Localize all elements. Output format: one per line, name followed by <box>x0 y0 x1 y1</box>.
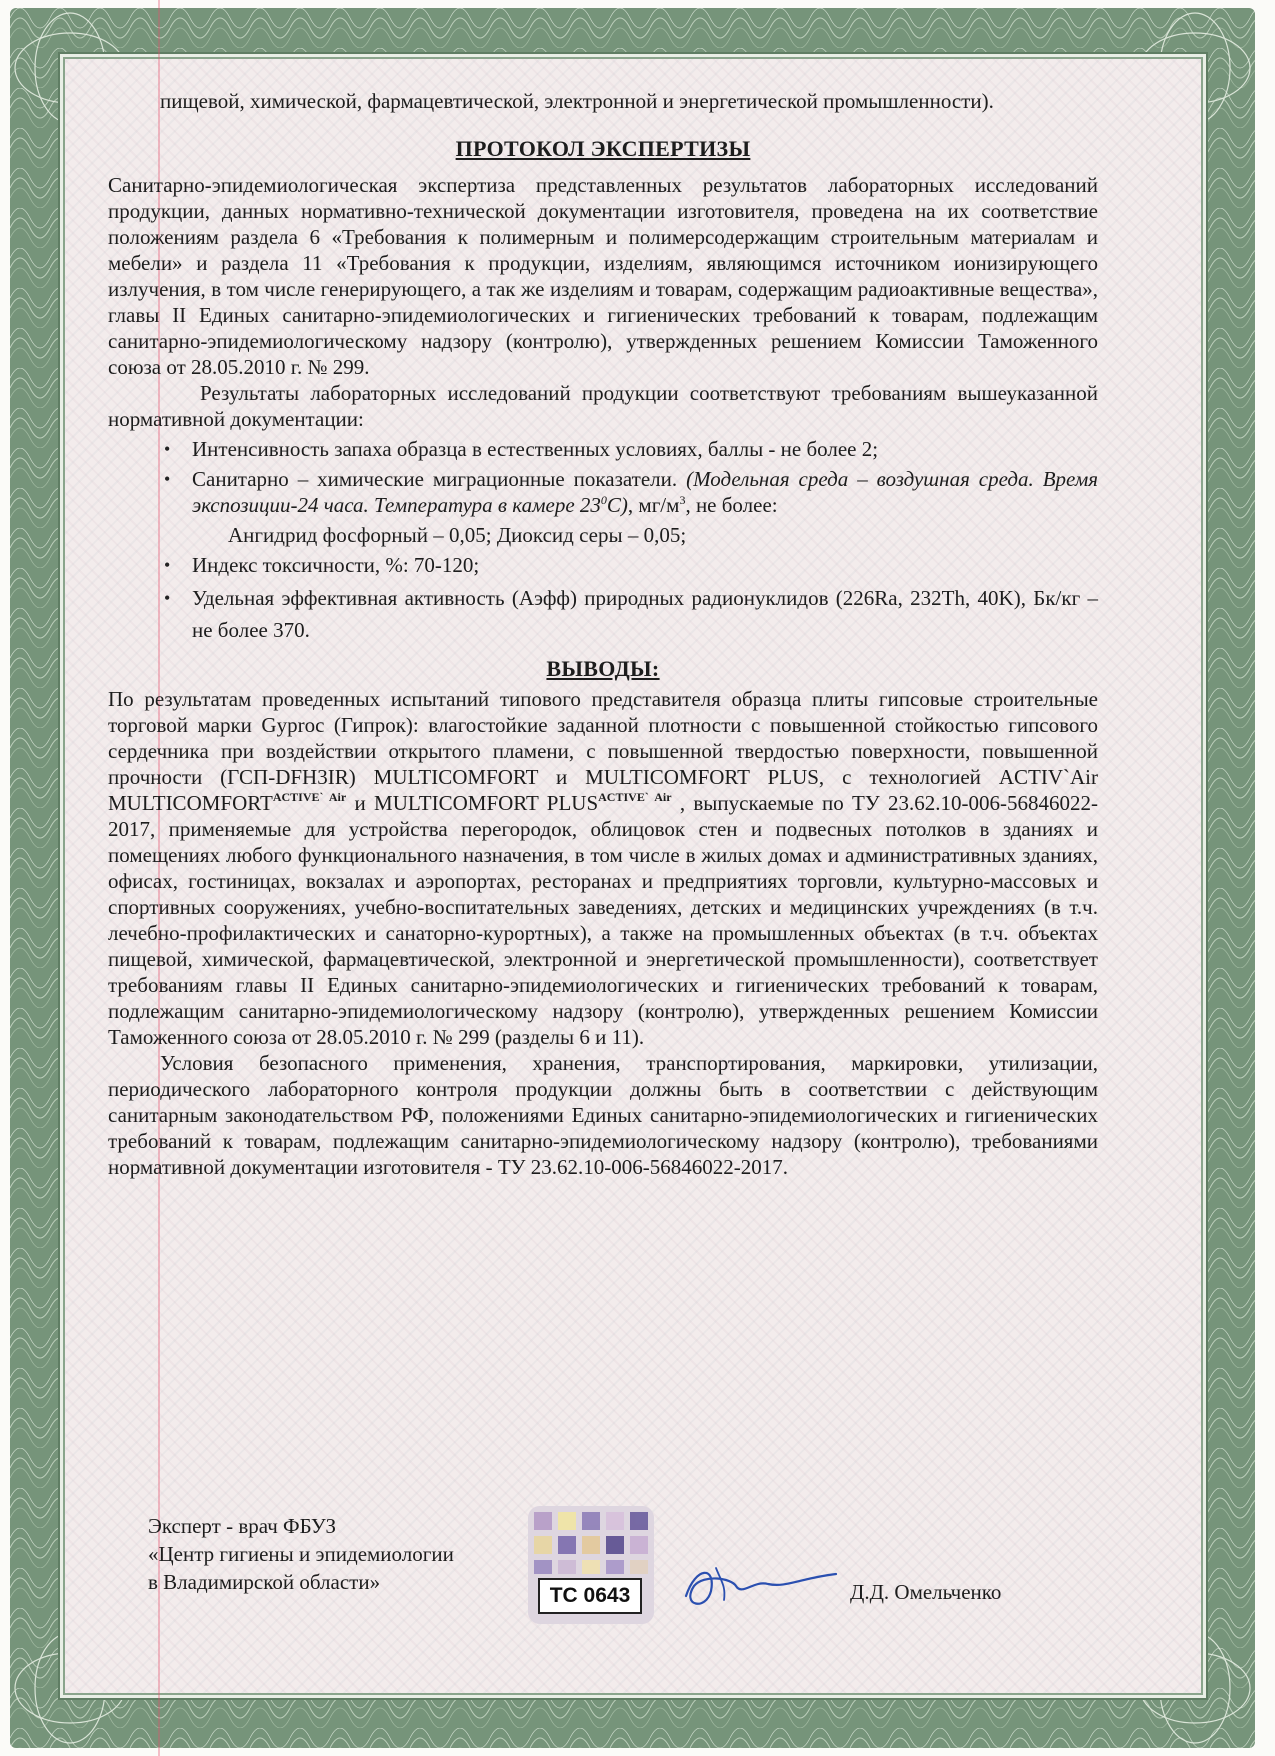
active-air-superscript-2: ACTIVE` Air <box>598 790 672 804</box>
requirement-text: Удельная эффективная активность (Аэфф) природных радионуклидов (226Ra, 232Th, 40K), Бк/кг – не более 370. <box>192 586 1098 642</box>
results-intro: Результаты лабораторных исследований продукции соответствуют требованиям вышеуказанной нормативной документации: <box>108 381 1098 431</box>
expert-region: в Владимирской области» <box>148 1570 381 1594</box>
conclusions-text-a: По результатам проведенных испытаний типового представителя образца плиты гипсовые строительные торговой марки Gyproc (Гипрок): влагостойкие заданной плотности с повышенной стойкостью гипсового сердечника при воздействии открытого пламени, с повышенной твердостью поверхности, повышенной прочности (ГСП-DFH3IR) MULTICOMFORT и MULTICOMFORT PLUS, с технологией ACTIV`Air MULTICOMFORT <box>108 687 1098 815</box>
usage-conditions-paragraph: Условия безопасного применения, хранения, транспортирования, маркировки, утилизации, периодического лабораторного контроля продукции должны быть в соответствии с действующим санитарным законодательством РФ, положениями Единых санитарно-эпидемиологических и гигиенических требований к товарам, подлежащим санитарно-эпидемиологическому надзору (контролю), требованиями нормативной документации изготовителя - ТУ 23.62.10-006-56846022-2017. <box>108 1051 1098 1179</box>
cubic-superscript: 3 <box>679 493 686 507</box>
bullet-icon: • <box>164 469 171 489</box>
document-body <box>108 88 1098 1180</box>
expert-title: Эксперт - врач ФБУЗ <box>148 1514 337 1538</box>
expert-name: Д.Д. Омельченко <box>850 1580 1002 1604</box>
handwritten-signature <box>676 1556 846 1616</box>
conclusions-text-c: , выпускаемые по ТУ 23.62.10-006-56846022-2017, применяемые для устройства перегородок, облицовок стен и подвесных потолков в зданиях и помещениях любого функционального назначения, в том числе в жилых домах и административных зданиях, офисах, гостиницах, вокзалах и аэропортах, ресторанах и предприятиях торговли, культурно-массовых и спортивных сооружениях, учебно-воспитательных заведениях, детских и медицинских учреждениях (в т.ч. лечебно-профилактических и санаторно-курортных), а также на промышленных объектах (в т.ч. объектах пищевой, химической, фармацевтической, электронной и энергетической промышленности), соответствует требованиям главы II Единых санитарно-эпидемиологических и гигиенических требований к товарам, подлежащим санитарно-эпидемиологическому надзору (контролю), утвержденных решением Комиссии Таможенного союза от 28.05.2010 г. № 299 (разделы 6 и 11). <box>108 791 1098 1049</box>
requirement-text: Интенсивность запаха образца в естественных условиях, баллы - не более 2; <box>192 437 879 461</box>
conclusions-paragraph <box>108 686 1098 1050</box>
requirements-list <box>108 436 1098 518</box>
requirement-toxicity <box>160 552 1098 578</box>
degree-superscript: 0 <box>600 493 607 507</box>
active-air-superscript: ACTIVE` Air <box>272 790 347 804</box>
protocol-title: ПРОТОКОЛ ЭКСПЕРТИЗЫ <box>455 136 751 161</box>
model-conditions: (Модельная среда – воздушная среда. Время экспозиции-24 часа. Температура в камере 23 <box>192 467 1099 517</box>
conclusions-text-b: и MULTICOMFORT PLUS <box>346 791 599 815</box>
requirements-list-2 <box>108 552 1098 646</box>
expert-org: «Центр гигиены и эпидемиологии <box>148 1542 454 1566</box>
temperature-unit: С) <box>606 493 628 517</box>
bullet-icon: • <box>164 439 171 459</box>
hologram-seal <box>528 1506 654 1624</box>
requirement-text: Индекс токсичности, %: 70-120; <box>192 553 480 577</box>
expert-block <box>148 1512 454 1596</box>
requirement-text: Санитарно – химические миграционные показатели. <box>192 467 678 491</box>
unit-text: , мг/м <box>627 493 680 517</box>
requirement-radioactivity <box>160 582 1098 646</box>
protocol-paragraph: Санитарно-эпидемиологическая экспертиза представленных результатов лабораторных исследований продукции, данных нормативно-технической документации изготовителя, проведена на их соответствие положениям раздела 6 «Требования к полимерным и полимерсодержащим строительным материалам и мебели» и раздела 11 «Требования к продукции, изделиям, являющимся источником ионизирующего излучения, в том числе генерирующего, а так же изделиям и товарам, содержащим радиоактивные вещества», главы II Единых санитарно-эпидемиологических и гигиенических требований к товарам, подлежащим санитарно-эпидемиологическому надзору (контролю), утвержденных решением Комиссии Таможенного союза от 28.05.2010 г. № 299. <box>108 173 1098 379</box>
conclusions-title: ВЫВОДЫ: <box>546 656 660 681</box>
bullet-icon: • <box>164 555 171 575</box>
requirement-migration <box>160 466 1098 518</box>
seal-label: ТС 0643 <box>538 1578 642 1614</box>
intro-text: пищевой, химической, фармацевтической, электронной и энергетической промышленности). <box>160 89 994 113</box>
bullet-icon: • <box>164 588 171 608</box>
requirement-odor <box>160 436 1098 462</box>
migration-values: Ангидрид фосфорный – 0,05; Диоксид серы – 0,05; <box>228 523 687 547</box>
limit-text: , не более: <box>685 493 778 517</box>
